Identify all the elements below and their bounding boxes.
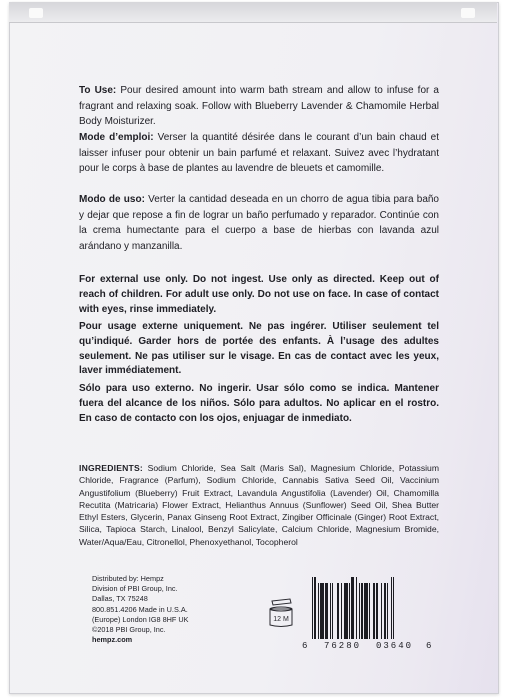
warning-english: For external use only. Do not ingest. Use only as directed. Keep out of reach of children. For adult use only. Do not use on face. In case of contact with eyes, rinse immediately. <box>79 274 439 315</box>
upc-barcode <box>302 583 432 653</box>
website-link: hempz.com <box>92 635 133 645</box>
barcode-digits-right: 03640 <box>376 641 414 651</box>
directions-french: Mode d’emploi: Verser la quantité désirée dans le courant d’un bain chaud et laisser infuser pour obtenir un bain parfumé et relaxant. Suivez avec l’hydratant pour le corps à base de plantes au lavendre de bleuets et camomille. <box>79 132 439 174</box>
barcode-bars <box>312 583 428 639</box>
flap-tab-left <box>29 8 43 18</box>
directions-english: To Use: Pour desired amount into warm bath stream and allow to infuse for a fragrant and relaxing soak. Follow with Blueberry Lavender & Chamomile Herbal Body Moisturizer. <box>79 85 439 127</box>
barcode-digit-last: 6 <box>426 641 432 651</box>
flap-tab-right <box>461 8 475 18</box>
distributor-info: Distributed by: Hempz Division of PBI Group, Inc. Dallas, TX 75248 800.851.4206 Made in U.S.A. (Europe) London IG8 8HF UK ©2018 PBI Group, Inc. hempz.com <box>92 574 189 645</box>
directions-spanish: Modo de uso: Verter la cantidad deseada en un chorro de agua tibia para baño y dejar que repose a fin de lograr un baño perfumado y reparador. Continúe con la crema humectante para el cuerpo a base de hierbas con lavanda azul arándano y manzanilla. <box>79 194 439 252</box>
warning-french: Pour usage externe uniquement. Ne pas ingérer. Utiliser seulement tel qu’indiqué. Garder hors de portée des enfants. À l’usage des adultes seulement. Ne pas utiliser sur le visage. En cas de contact avec les yeux, laver immédiatement. <box>79 321 439 377</box>
pao-label: 12 M <box>273 616 289 623</box>
warning-spanish: Sólo para uso externo. No ingerir. Usar sólo como se indica. Mantener fuera del alcance de los niños. Sólo para adultos. No aplicar en el rostro. En caso de contacto con los ojos, enjuagar de inmediato. <box>79 383 439 424</box>
barcode-bar <box>393 577 394 639</box>
barcode-digit-first: 6 <box>302 641 308 651</box>
ingredients-list: INGREDIENTS: Sodium Chloride, Sea Salt (Maris Sal), Magnesium Chloride, Potassium Chloride, Fragrance (Parfum), Sodium Chloride, Cannabis Sativa Seed Oil, Vaccinium Angustifolium (Blueberry) Fruit Extract, Lavandula Angustifolia (Lavender) Oil, Chamomilla Recutita (Matricaria) Flower Extract, Helianthus Annuus (Sunflower) Seed Oil, Shea Butter Ethyl Esters, Glycerin, Panax Ginseng Root Extract, Zingiber Officinale (Ginger) Root Extract, Silica, Tapioca Starch, Linalool, Benzyl Salicylate, Calcium Chloride, Magnesium Bromide, Water/Aqua/Eau, Citronellol, Phenoxyethanol, Tocopherol <box>79 463 439 547</box>
box-top-flap <box>9 2 497 23</box>
open-jar-icon <box>266 597 296 637</box>
barcode-digits-left: 76280 <box>324 641 362 651</box>
